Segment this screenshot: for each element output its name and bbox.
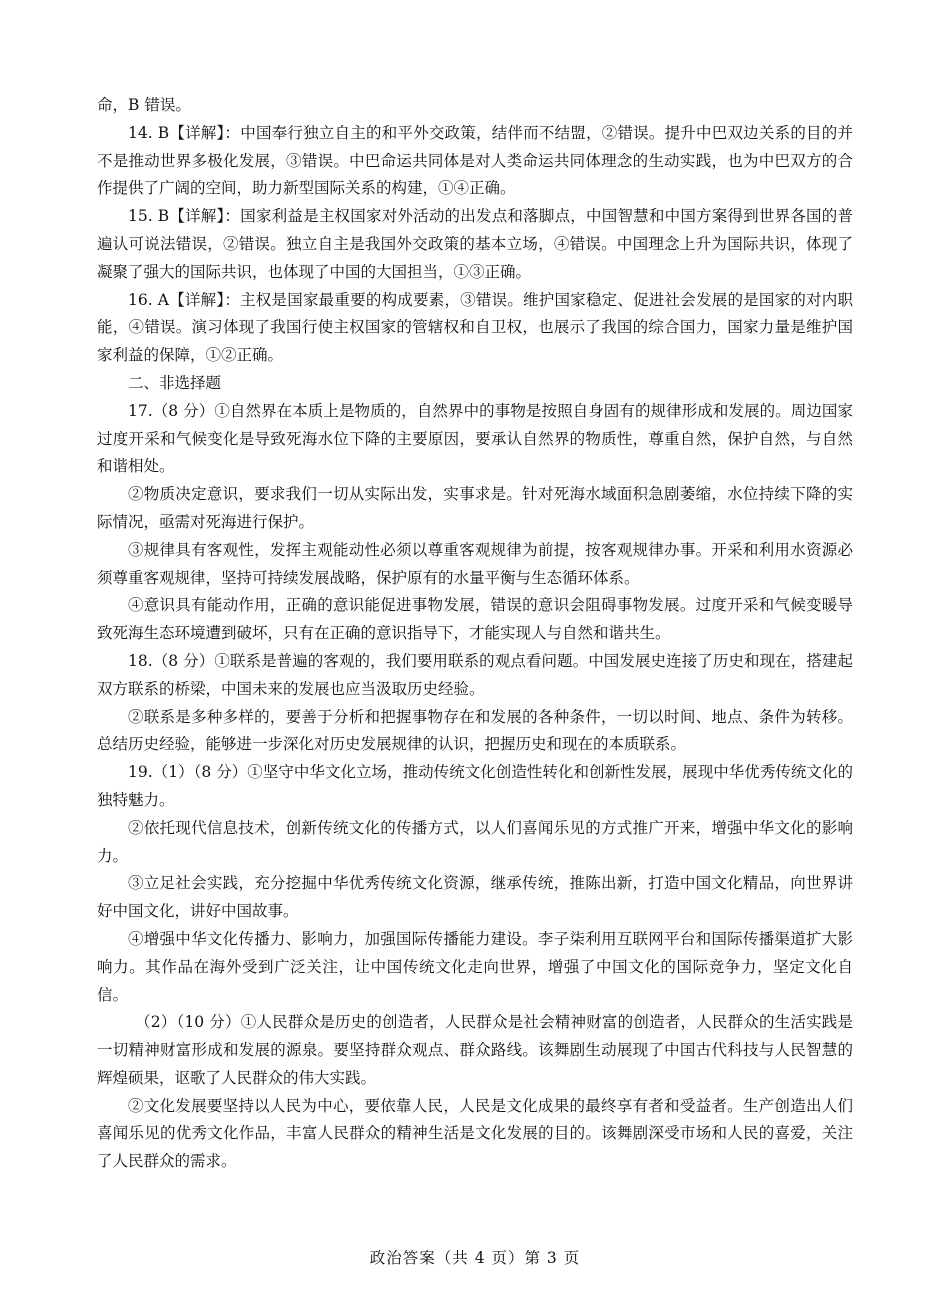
- paragraph-q14: 14. B【详解】：中国奉行独立自主的和平外交政策，结伴而不结盟，②错误。提升中巴双边关系的目的并不是推动世界多极化发展，③错误。中巴命运共同体是对人类命运共同体理念的生动实践，也为中巴双方的合作提供了广阔的空间，助力新型国际关系的构建，①④正确。: [97, 123, 853, 198]
- paragraph-q17-point4: ④意识具有能动作用，正确的意识能促进事物发展，错误的意识会阻碍事物发展。过度开采和气候变暖导致死海生态环境遭到破坏，只有在正确的意识指导下，才能实现人与自然和谐共生。: [97, 596, 853, 643]
- paragraph-q19-1-point2: ②依托现代信息技术，创新传统文化的传播方式，以人们喜闻乐见的方式推广开来，增强中华文化的影响力。: [97, 818, 853, 865]
- paragraph-q19-1-point1: 19.（1）（8 分）①坚守中华文化立场，推动传统文化创造性转化和创新性发展，展现中华优秀传统文化的独特魅力。: [97, 763, 853, 809]
- paragraph-q17-point1: 17.（8 分）①自然界在本质上是物质的，自然界中的事物是按照自身固有的规律形成和发展的。周边国家过度开采和气候变化是导致死海水位下降的主要原因，要承认自然界的物质性，尊重自然，保护自然，与自然和谐相处。: [97, 401, 853, 476]
- page-footer: 政治答案（共 4 页）第 3 页: [369, 1249, 581, 1267]
- paragraph-q19-2-point1: （2）（10 分）①人民群众是历史的创造者，人民群众是社会精神财富的创造者，人民群众的生活实践是一切精神财富形成和发展的源泉。要坚持群众观点、群众路线。该舞剧生动展现了中国古代科技与人民智慧的辉煌硕果，讴歌了人民群众的伟大实践。: [97, 1013, 853, 1087]
- paragraph-q13-end: 命，B 错误。: [97, 96, 191, 114]
- paragraph-q17-point2: ②物质决定意识，要求我们一切从实际出发，实事求是。针对死海水域面积急剧萎缩，水位持续下降的实际情况，亟需对死海进行保护。: [97, 485, 853, 531]
- paragraph-q16: 16. A【详解】：主权是国家最重要的构成要素，③错误。维护国家稳定、促进社会发展的是国家的对内职能，④错误。演习体现了我国行使主权国家的管辖权和自卫权，也展示了我国的综合国力，国家力量是维护国家利益的保障，①②正确。: [97, 290, 853, 365]
- paragraph-q19-2-point2: ②文化发展要坚持以人民为中心，要依靠人民，人民是文化成果的最终享有者和受益者。生产创造出人们喜闻乐见的优秀文化作品，丰富人民群众的精神生活是文化发展的目的。该舞剧深受市场和人民的喜爱，关注了人民群众的需求。: [97, 1096, 853, 1171]
- section-heading-non-choice: 二、非选择题: [128, 373, 222, 392]
- paragraph-q18-point1: 18.（8 分）①联系是普遍的客观的，我们要用联系的观点看问题。中国发展史连接了历史和现在，搭建起双方联系的桥梁，中国未来的发展也应当汲取历史经验。: [97, 651, 853, 698]
- paragraph-q17-point3: ③规律具有客观性，发挥主观能动性必须以尊重客观规律为前提，按客观规律办事。开采和利用水资源必须尊重客观规律，坚持可持续发展战略，保护原有的水量平衡与生态循环体系。: [97, 540, 853, 587]
- answer-page-body: [97, 92, 853, 1176]
- paragraph-q18-point2: ②联系是多种多样的，要善于分析和把握事物存在和发展的各种条件，一切以时间、地点、条件为转移。总结历史经验，能够进一步深化对历史发展规律的认识，把握历史和现在的本质联系。: [97, 707, 853, 754]
- paragraph-q19-1-point4: ④增强中华文化传播力、影响力，加强国际传播能力建设。李子柒利用互联网平台和国际传播渠道扩大影响力。其作品在海外受到广泛关注，让中国传统文化走向世界，增强了中国文化的国际竞争力，坚定文化自信。: [97, 929, 853, 1004]
- paragraph-q19-1-point3: ③立足社会实践，充分挖掘中华优秀传统文化资源，继承传统，推陈出新，打造中国文化精品，向世界讲好中国文化，讲好中国故事。: [97, 874, 853, 921]
- paragraph-q15: 15. B【详解】：国家利益是主权国家对外活动的出发点和落脚点，中国智慧和中国方案得到世界各国的普遍认可说法错误，②错误。独立自主是我国外交政策的基本立场，④错误。中国理念上升为国际共识，体现了凝聚了强大的国际共识，也体现了中国的大国担当，①③正确。: [97, 207, 853, 281]
